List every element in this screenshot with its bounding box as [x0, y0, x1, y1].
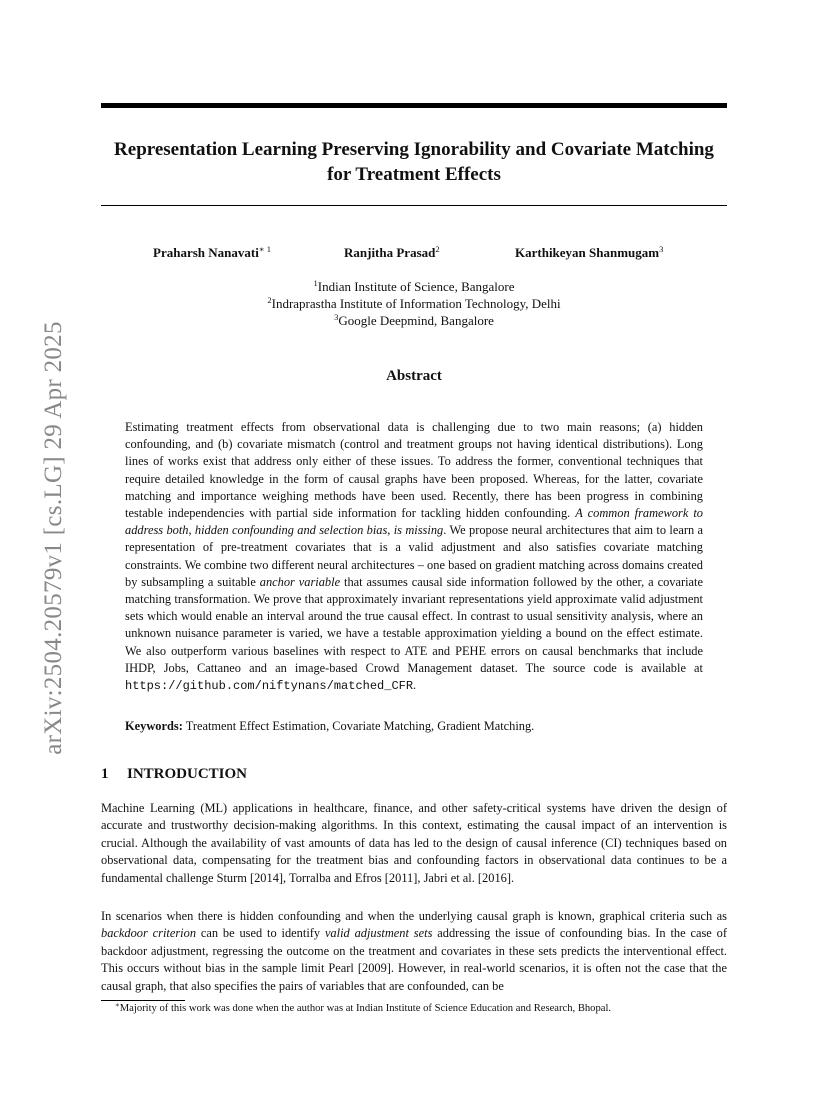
intro-paragraph-2: In scenarios when there is hidden confounding and when the underlying causal graph is known, graphical criteria such as backdoor criterion can be used to identify valid adjustment sets addressing the issue of confounding bias. In the case of backdoor adjustment, regressing the outcome on the treatment and covariates in these sets predicts the interventional effect. This occurs without bias in the sample limit Pearl [2009]. However, in real-world scenarios, it is often not the case that the causal graph, that also specifies the pairs of variables that are confounded, can be: [101, 909, 727, 993]
affiliation-1: $^1$Indian Institute of Science, Bangalore: [313, 278, 515, 294]
arxiv-identifier: arXiv:2504.20579v1 [cs.LG] 29 Apr 2025: [40, 321, 67, 755]
author-2: Ranjitha Prasad$^2$: [344, 244, 440, 260]
footnote-text: Majority of this work was done when the author was at Indian Institute of Science Education and Research, Bhopal.: [119, 1003, 612, 1014]
footnote-mark: ∗: [115, 1001, 120, 1009]
keywords-label: Keywords:: [125, 719, 183, 733]
section-heading-introduction: [101, 766, 247, 783]
author-3-mark: 3: [659, 244, 664, 254]
footnote: [101, 1003, 727, 1014]
keywords: [125, 719, 703, 734]
footnote-rule: [101, 1000, 185, 1001]
source-code-link[interactable]: https://github.com/niftynans/matched_CFR: [125, 679, 414, 694]
author-3: Karthikeyan Shanmugam$^3$: [515, 244, 664, 260]
author-list: [101, 245, 727, 265]
title-line-2: for Treatment Effects: [327, 164, 501, 185]
abstract-text: Estimating treatment effects from observational data is challenging due to two main reasons; (a) hidden confounding, and (b) covariate mismatch (control and treatment groups not having identical distributions). Long lines of works exist that address only either of these issues. To address the former, conventional techniques that require detailed knowledge in the form of causal graphs have been proposed. Whereas, for the latter, covariate matching and importance weighing methods have been used. Recently, there has been progress in combining testable independencies with partial side information for tackling hidden confounding. A common framework to address both, hidden confounding and selection bias, is missing. We propose neural architectures that aim to learn a representation of pre-treatment covariates that is a valid adjustment and also satisfies covariate matching constraints. We combine two different neural architectures – one based on gradient matching across domains created by subsampling a suitable anchor variable that assumes causal side information followed by the other, a covariate matching transformation. We prove that approximately invariant representations yield approximate valid adjustment sets which would enable an interval around the true causal effect. In contrast to usual sensitivity analysis, where an unknown nuisance parameter is varied, we have a testable approximation yielding a bound on the effect estimate. We also outperform various baselines with respect to ATE and PEHE errors on causal benchmarks that include IHDP, Jobs, Cattaneo and an image-based Crowd Management dataset. The source code is available at https://github.com/niftynans/matched_CFR.: [125, 420, 704, 694]
author-1-mark: ∗ 1: [258, 244, 271, 254]
abstract-heading: Abstract: [386, 368, 442, 384]
keywords-text: Treatment Effect Estimation, Covariate Matching, Gradient Matching.: [182, 719, 535, 733]
section-title: INTRODUCTION: [127, 766, 248, 782]
author-2-mark: 2: [435, 244, 440, 254]
affiliation-2: $^2$Indraprastha Institute of Information Technology, Delhi: [267, 295, 561, 311]
author-1: Praharsh Nanavati$^{∗ 1}$: [153, 244, 271, 260]
title-line-1: Representation Learning Preserving Ignorability and Covariate Matching: [114, 139, 714, 160]
title-bottom-rule: [101, 205, 727, 206]
paper-title: [101, 137, 727, 187]
affiliation-3: $^3$Google Deepmind, Bangalore: [334, 312, 494, 328]
section-number: 1: [101, 766, 109, 782]
title-top-rule: [101, 103, 727, 108]
affiliation-list: [101, 278, 727, 329]
intro-paragraph-1: Machine Learning (ML) applications in healthcare, finance, and other safety-critical systems have driven the design of accurate and trustworthy decision-making algorithms. In this context, estimating the causal impact of an intervention is crucial. Although the availability of vast amounts of data has led to the design of causal inference (CI) techniques based on observational data, compensating for the treatment bias and confounding factors in observational data continues to be a fundamental challenge Sturm [2014], Torralba and Efros [2011], Jabri et al. [2016].: [101, 801, 727, 885]
